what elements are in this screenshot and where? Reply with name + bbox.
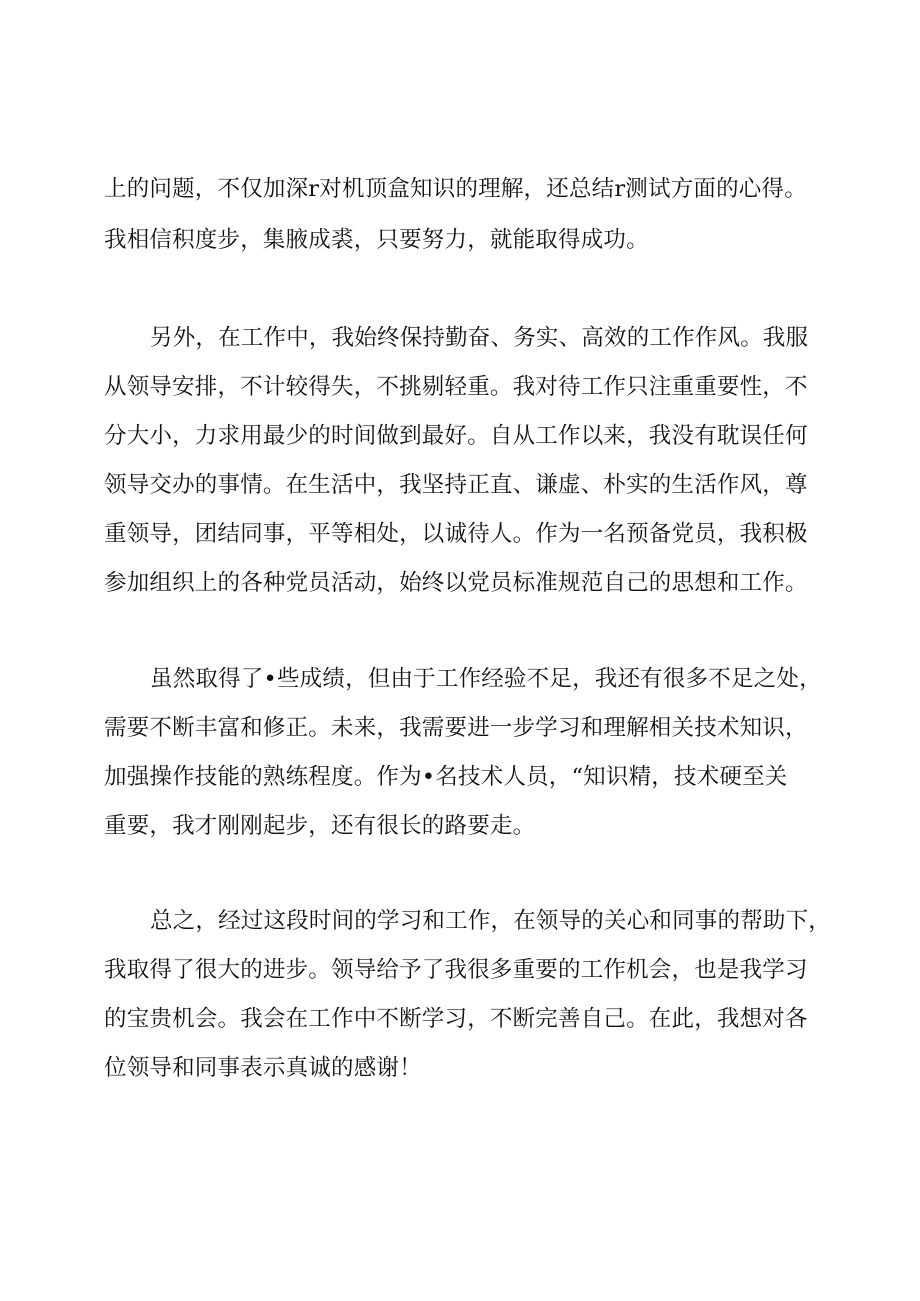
paragraph-3-line-3: 加强操作技能的熟练程度。作为•名技术人员，“知识精，技术硬至关 [104,764,788,790]
paragraph-3-line-4: 重要，我才刚刚起步，还有很长的路要走。 [104,813,536,839]
paragraph-2-line-1: 另外，在工作中，我始终保持勤奋、务实、高效的工作作风。我服 [150,325,809,351]
paragraph-4-line-1: 总之，经过这段时间的学习和工作，在领导的关心和同事的帮助下， [150,908,832,934]
paragraph-4-line-4: 位领导和同事表示真诚的感谢！ [104,1055,422,1081]
paragraph-4-line-2: 我取得了很大的进步。领导给予了我很多重要的工作机会，也是我学习 [104,957,808,983]
paragraph-1-line-2: 我相信积度步，集腋成裘，只要努力，就能取得成功。 [104,227,649,253]
paragraph-2-line-2: 从领导安排，不计较得失，不挑剔轻重。我对待工作只注重重要性，不 [104,374,808,400]
paragraph-4-line-3: 的宝贵机会。我会在工作中不断学习，不断完善自己。在此，我想对各 [104,1006,808,1032]
paragraph-2-line-5: 重领导，团结同事，平等相处，以诚待人。作为一名预备党员，我积极 [104,521,808,547]
paragraph-3-line-2: 需要不断丰富和修正。未来，我需要进一步学习和理解相关技术知识， [104,715,808,741]
paragraph-3-line-1: 虽然取得了•些成绩，但由于工作经验不足，我还有很多不足之处， [150,666,822,692]
paragraph-2-line-4: 领导交办的事情。在生活中，我坚持正直、谦虚、朴实的生活作风，尊 [104,472,808,498]
paragraph-2-line-3: 分大小，力求用最少的时间做到最好。自从工作以来，我没有耽误任何 [104,423,808,449]
paragraph-1-line-1: 上的问题，不仅加深r对机顶盒知识的理解，还总结r测试方面的心得。 [104,176,807,202]
paragraph-2-line-6: 参加组织上的各种党员活动，始终以党员标准规范自己的思想和工作。 [104,570,808,596]
